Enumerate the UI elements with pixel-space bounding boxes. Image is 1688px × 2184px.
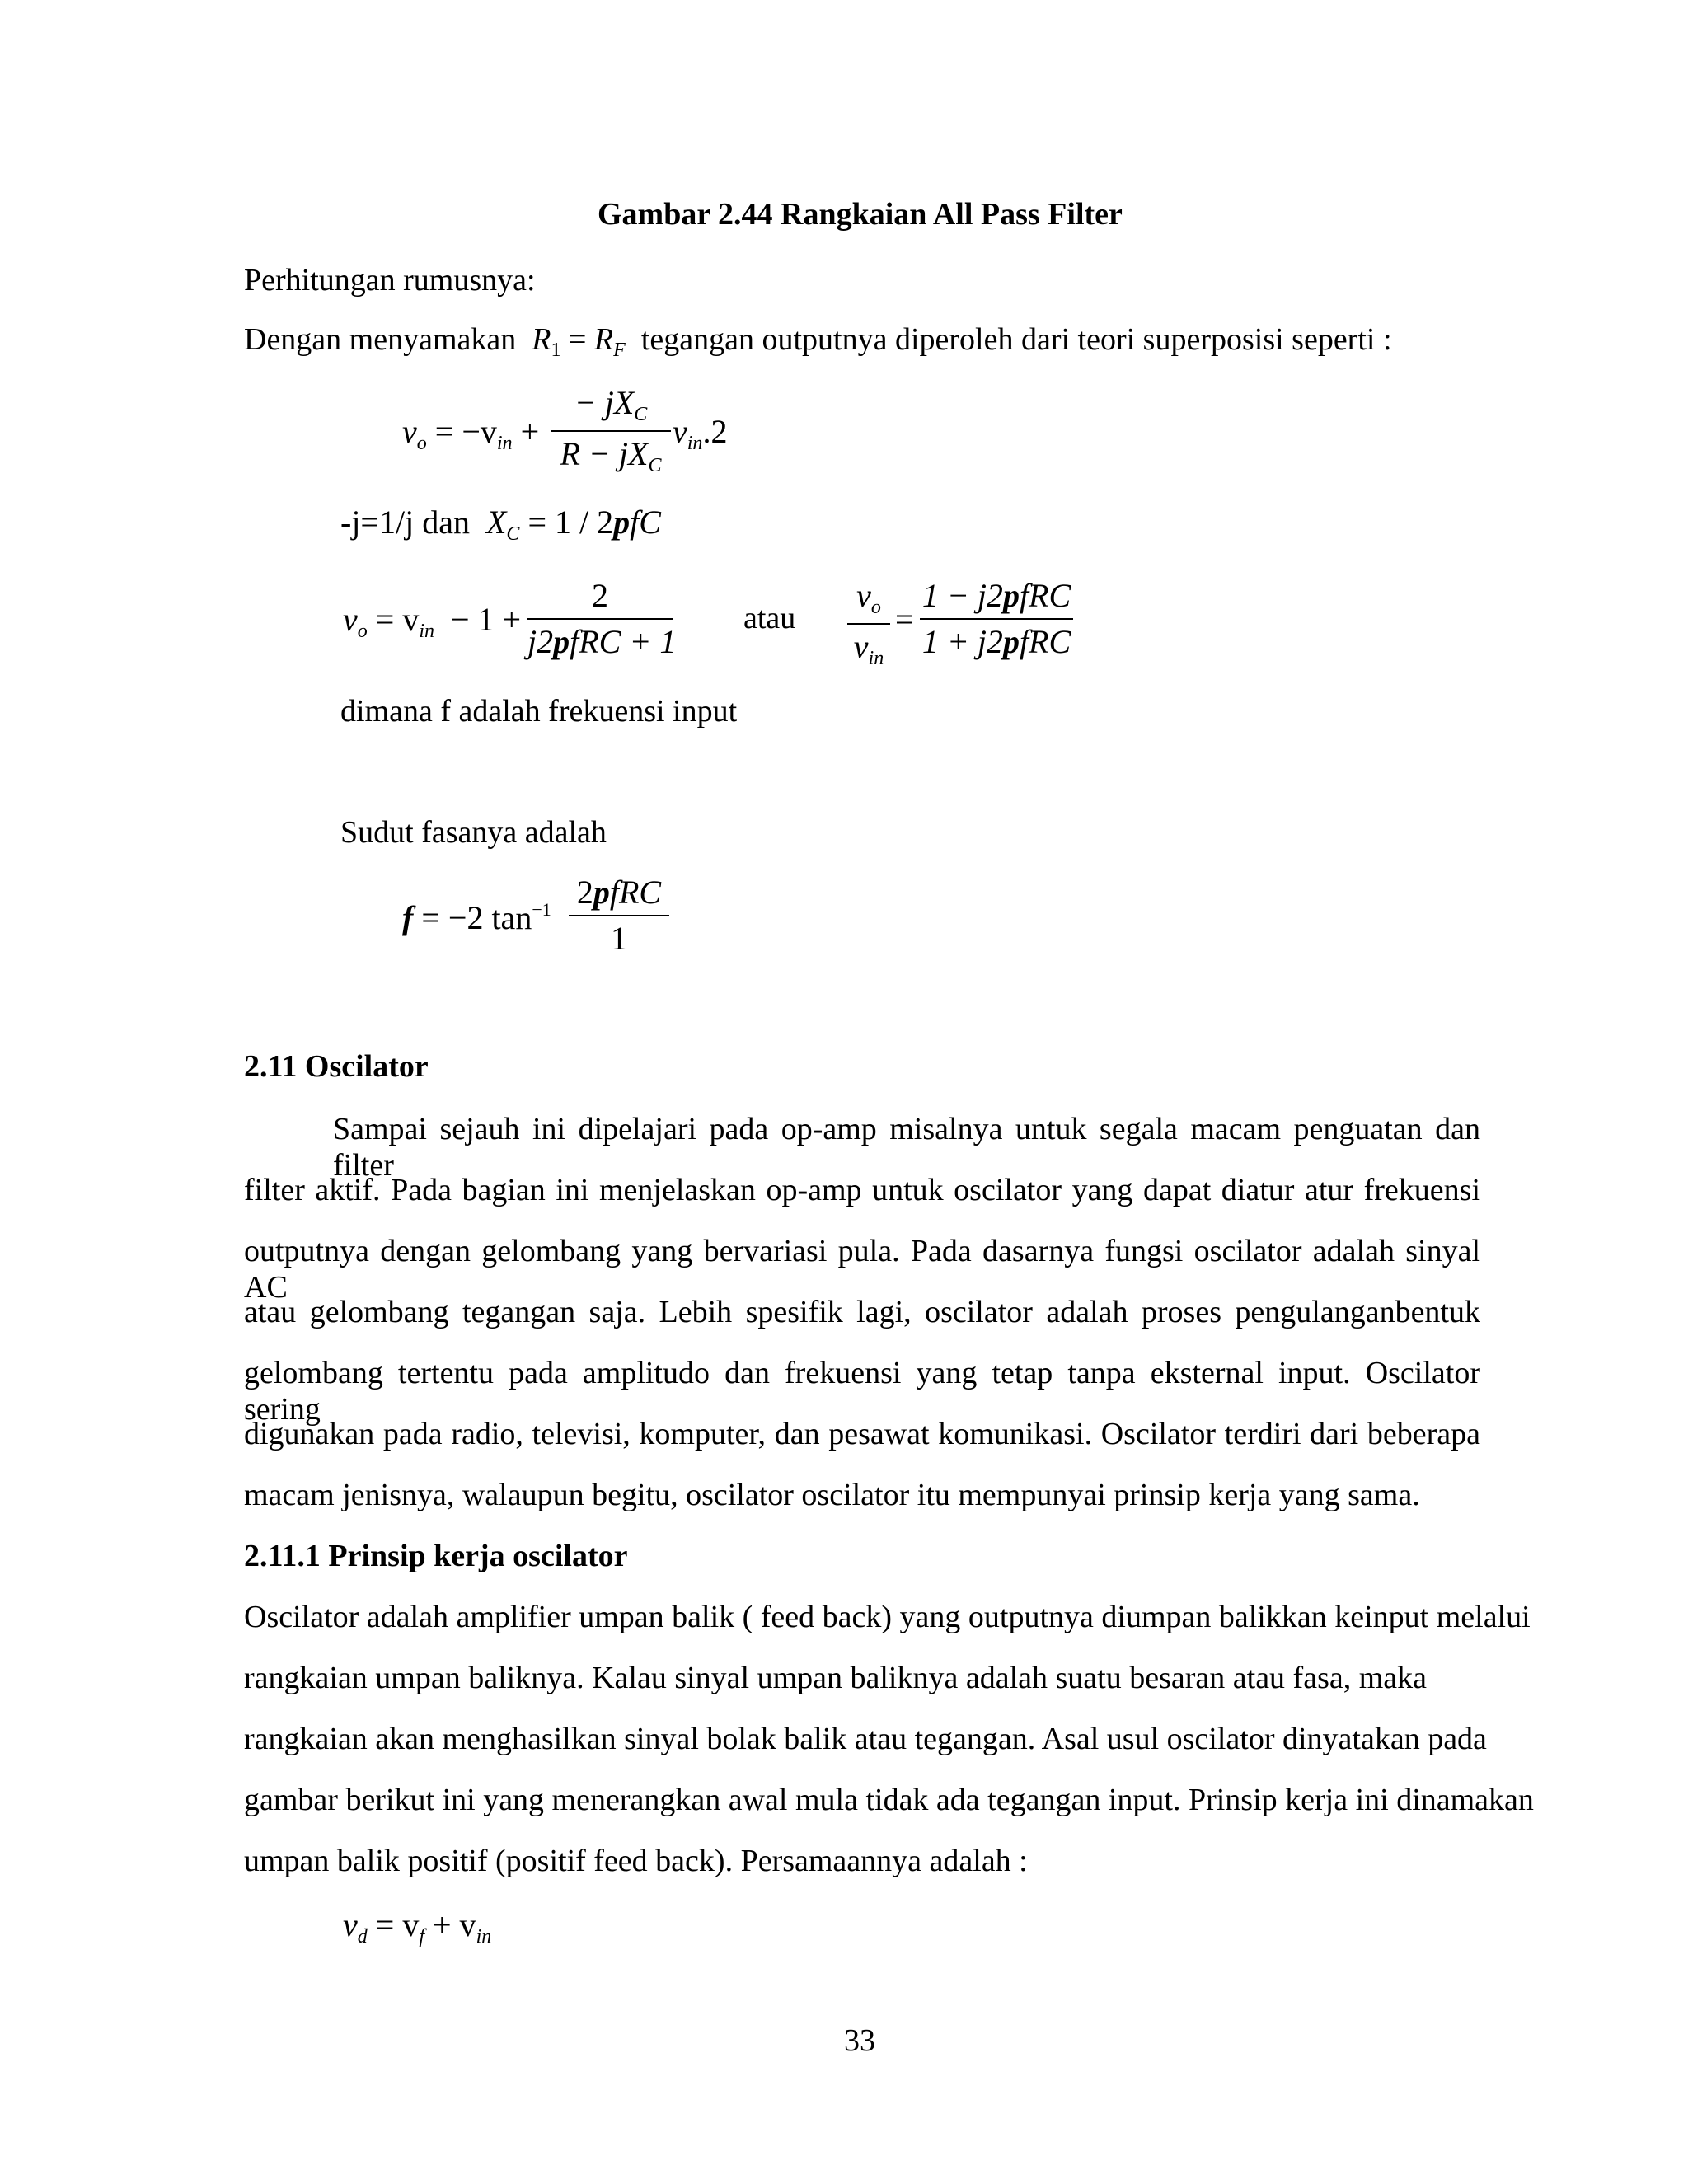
eq3-right-fraction: 1 − j2pfRC 1 + j2pfRC bbox=[920, 577, 1073, 661]
eq2-fc: fC bbox=[630, 504, 661, 541]
eq2-text: -j=1/j dan bbox=[340, 504, 470, 541]
rf-sub: F bbox=[613, 340, 626, 361]
para2-line-2: rangkaian umpan baliknya. Kalau sinyal umpan baliknya adalah suatu besaran atau fasa, maka bbox=[244, 1661, 1428, 1695]
rf-symbol: R bbox=[593, 322, 614, 357]
eq1-lhs-sub: o bbox=[416, 433, 427, 454]
eq3-ratio: $v_o$ $v_{in}$ bbox=[847, 577, 890, 670]
eq3-fraction bbox=[528, 577, 677, 661]
intro-line bbox=[244, 321, 1392, 363]
equation-1 bbox=[402, 412, 539, 455]
eq1-lhs: v bbox=[402, 413, 417, 450]
para1-line-7: macam jenisnya, walaupun begitu, oscilator oscilator itu mempunyai prinsip kerja yang sama. bbox=[244, 1478, 1420, 1512]
eq1-mid: = −v bbox=[434, 413, 497, 450]
intro-prefix: Dengan menyamakan bbox=[244, 322, 517, 357]
para1-line-2: filter aktif. Pada bagian ini menjelaskan op-amp untuk oscilator yang dapat diatur atur frekuensi bbox=[244, 1173, 1480, 1207]
equation-5: $v_d = v_f + v_{in}$ bbox=[343, 1906, 492, 1947]
eq1-denominator: $R - jX_C$ bbox=[560, 434, 662, 476]
intro-label: Perhitungan rumusnya: bbox=[244, 263, 536, 298]
sudut-text: Sudut fasanya adalah bbox=[340, 815, 607, 850]
eq1-fraction bbox=[551, 384, 671, 477]
section-heading-2-11-1: 2.11.1 Prinsip kerja oscilator bbox=[244, 1539, 628, 1573]
eq1-mid-sub: in bbox=[496, 433, 513, 454]
equation-4 bbox=[402, 898, 551, 937]
para2-line-4: gambar berikut ini yang menerangkan awal mula tidak ada tegangan input. Prinsip kerja ini dinamakan bbox=[244, 1783, 1534, 1817]
eq4-sup: −1 bbox=[532, 899, 551, 920]
para1-line-1: Sampai sejauh ini dipelajari pada op-amp misalnya untuk segala macam penguatan dan filter bbox=[333, 1112, 1480, 1183]
atau-label: atau bbox=[743, 601, 796, 635]
para1-line-3: outputnya dengan gelombang yang bervariasi pula. Pada dasarnya fungsi oscilator adalah sinyal AC bbox=[244, 1234, 1480, 1305]
equation-2 bbox=[340, 503, 661, 546]
para1-line-4: atau gelombang tegangan saja. Lebih spesifik lagi, oscilator adalah proses pengulanganbentuk bbox=[244, 1295, 1480, 1329]
eq1-numerator: − $jX_C$ bbox=[574, 384, 648, 425]
equals-sign: = bbox=[568, 322, 587, 357]
eq1-tail: $v_{in}.2$ bbox=[673, 413, 728, 454]
r1-sub: 1 bbox=[551, 340, 561, 361]
eq3-denominator: j2pfRC + 1 bbox=[528, 623, 677, 660]
section-heading-2-11: 2.11 Oscilator bbox=[244, 1049, 429, 1084]
eq2-pi: p bbox=[613, 504, 631, 541]
r1-symbol: R bbox=[532, 322, 551, 357]
para2-line-5: umpan balik positif (positif feed back). Persamaannya adalah : bbox=[244, 1844, 1028, 1878]
equation-3-left: $v_o = v_{in} - 1$ + bbox=[343, 601, 522, 642]
eq4-phi: f bbox=[402, 899, 414, 936]
eq3-equals: = bbox=[895, 601, 914, 638]
eq2-rhs: = 1 / 2 bbox=[528, 504, 614, 541]
eq1-plus: + bbox=[520, 413, 540, 450]
eq4-fraction: 2pfRC 1 bbox=[569, 874, 669, 958]
eq4-mid: = −2 tan bbox=[421, 899, 532, 936]
para1-line-5: gelombang tertentu pada amplitudo dan frekuensi yang tetap tanpa eksternal input. Oscilator sering bbox=[244, 1356, 1480, 1427]
para2-line-1: Oscilator adalah amplifier umpan balik ( feed back) yang outputnya diumpan balikkan keinput melalui bbox=[244, 1600, 1531, 1634]
para1-line-6: digunakan pada radio, televisi, komputer, dan pesawat komunikasi. Oscilator terdiri dari beberapa bbox=[244, 1417, 1480, 1451]
eq3-numerator: 2 bbox=[592, 577, 608, 614]
intro-suffix: tegangan outputnya diperoleh dari teori superposisi seperti : bbox=[640, 322, 1392, 357]
page-number: 33 bbox=[844, 2023, 875, 2058]
eq2-xc-sub: C bbox=[506, 523, 520, 545]
eq2-xc: X bbox=[485, 504, 507, 541]
dimana-text: dimana f adalah frekuensi input bbox=[340, 694, 738, 729]
para2-line-3: rangkaian akan menghasilkan sinyal bolak balik atau tegangan. Asal usul oscilator dinyatakan pada bbox=[244, 1722, 1487, 1756]
figure-caption: Gambar 2.44 Rangkaian All Pass Filter bbox=[598, 197, 1123, 232]
